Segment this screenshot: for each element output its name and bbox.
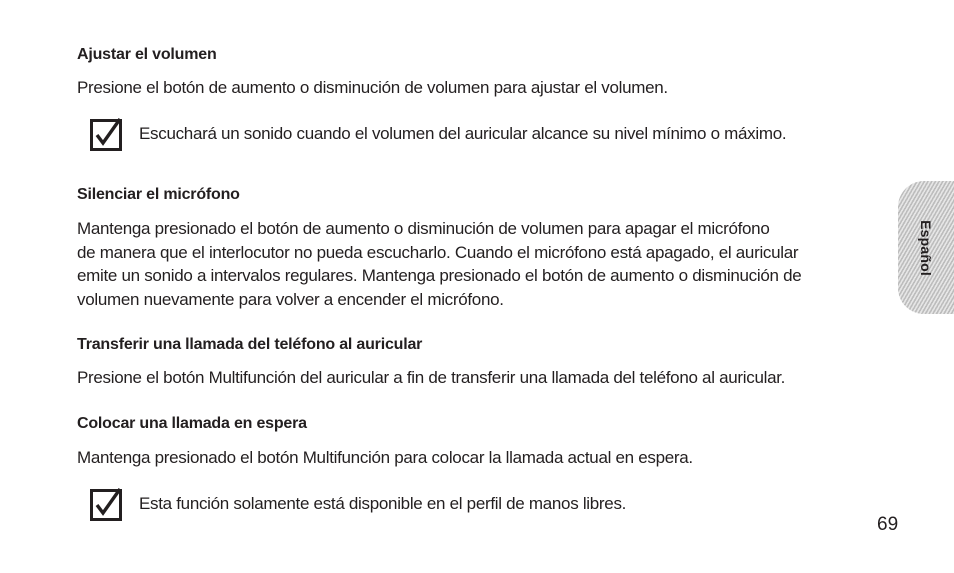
body-line: Presione el botón de aumento o disminución de volumen para ajustar el volumen. bbox=[77, 78, 668, 97]
section-body-transfer bbox=[77, 366, 785, 390]
section-body-mute bbox=[77, 217, 801, 311]
section-heading-transfer: Transferir una llamada del teléfono al auricular bbox=[77, 336, 423, 353]
note-handsfree bbox=[90, 487, 870, 521]
page-number: 69 bbox=[877, 514, 899, 535]
body-line: volumen nuevamente para volver a encender el micrófono. bbox=[77, 289, 504, 309]
language-side-tab bbox=[898, 181, 954, 314]
note-text: Escuchará un sonido cuando el volumen del auricular alcance su nivel mínimo o máximo. bbox=[139, 124, 787, 143]
checkmark-note-icon bbox=[90, 117, 124, 151]
language-tab-label: Español bbox=[918, 219, 934, 276]
section-heading-mute: Silenciar el micrófono bbox=[77, 186, 240, 203]
note-text: Esta función solamente está disponible en el perfil de manos libres. bbox=[139, 494, 627, 513]
body-line: de manera que el interlocutor no pueda escucharlo. Cuando el micrófono está apagado, el auricular bbox=[77, 242, 799, 262]
section-body-hold bbox=[77, 446, 693, 470]
body-line: Mantenga presionado el botón de aumento o disminución de volumen para apagar el micrófono bbox=[77, 219, 770, 238]
note-volume-limit bbox=[90, 117, 870, 151]
section-body-volume bbox=[77, 76, 668, 100]
section-heading-hold: Colocar una llamada en espera bbox=[77, 415, 307, 432]
body-line: emite un sonido a intervalos regulares. Mantenga presionado el botón de aumento o disminución de bbox=[77, 266, 802, 285]
checkmark-note-icon bbox=[90, 487, 124, 521]
section-heading-volume: Ajustar el volumen bbox=[77, 46, 217, 63]
body-line: Presione el botón Multifunción del auricular a fin de transferir una llamada del teléfono al auricular. bbox=[77, 368, 786, 387]
body-line: Mantenga presionado el botón Multifunción para colocar la llamada actual en espera. bbox=[77, 448, 693, 467]
